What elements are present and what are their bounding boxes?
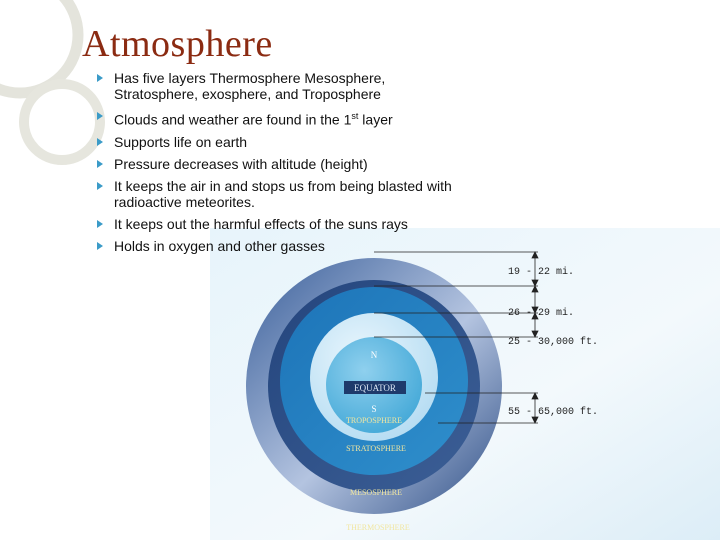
stratosphere-label: STRATOSPHERE (346, 444, 406, 453)
bullet-item (92, 216, 452, 232)
bullet-item (92, 238, 452, 254)
bullet-superscript: st (351, 111, 359, 121)
slide-title: Atmosphere (82, 23, 273, 65)
bullet-text: Pressure decreases with altitude (height) (114, 155, 368, 172)
bullet-text: Has five layers Thermosphere Mesosphere, Stratosphere, exosphere, and Troposphere (114, 70, 386, 102)
deco-ring-lower (24, 84, 100, 160)
bullet-item (92, 108, 452, 128)
bullet-list (92, 70, 452, 260)
mesosphere-label: MESOSPHERE (349, 488, 403, 497)
height-label-troposphere: 55 - 65,000 ft. (508, 407, 599, 418)
troposphere-label: TROPOSPHERE (345, 416, 403, 425)
bullet-icon (97, 220, 103, 228)
bullet-item (92, 178, 452, 210)
bullet-item (92, 70, 452, 102)
bullet-text: It keeps out the harmful effects of the suns rays (114, 215, 408, 232)
bullet-text-after: layer (358, 111, 393, 128)
bullet-item (92, 156, 452, 172)
equator-label: EQUATOR (354, 383, 396, 393)
height-label-thermosphere: 19 - 22 mi. (508, 267, 575, 278)
south-label: S (371, 404, 377, 414)
bullet-text: Holds in oxygen and other gasses (114, 237, 325, 254)
height-label-mesosphere: 26 - 29 mi. (508, 308, 575, 319)
bullet-text: Clouds and weather are found in the 1 (114, 111, 352, 128)
deco-ring-upper (0, 0, 78, 93)
bullet-text: Supports life on earth (114, 133, 248, 150)
bullet-icon (97, 138, 103, 146)
atmosphere-diagram (210, 228, 720, 540)
thermosphere-label: THERMOSPHERE (346, 523, 410, 532)
bullet-icon (97, 74, 103, 82)
height-label-stratosphere: 25 - 30,000 ft. (508, 337, 599, 348)
north-label: N (370, 350, 378, 360)
bullet-text: It keeps the air in and stops us from being blasted with radioactive meteorites. (114, 177, 452, 210)
bullet-icon (97, 160, 103, 168)
bullet-icon (97, 182, 103, 190)
bullet-icon (97, 242, 103, 250)
bullet-icon (97, 112, 103, 120)
bullet-item (92, 134, 452, 150)
